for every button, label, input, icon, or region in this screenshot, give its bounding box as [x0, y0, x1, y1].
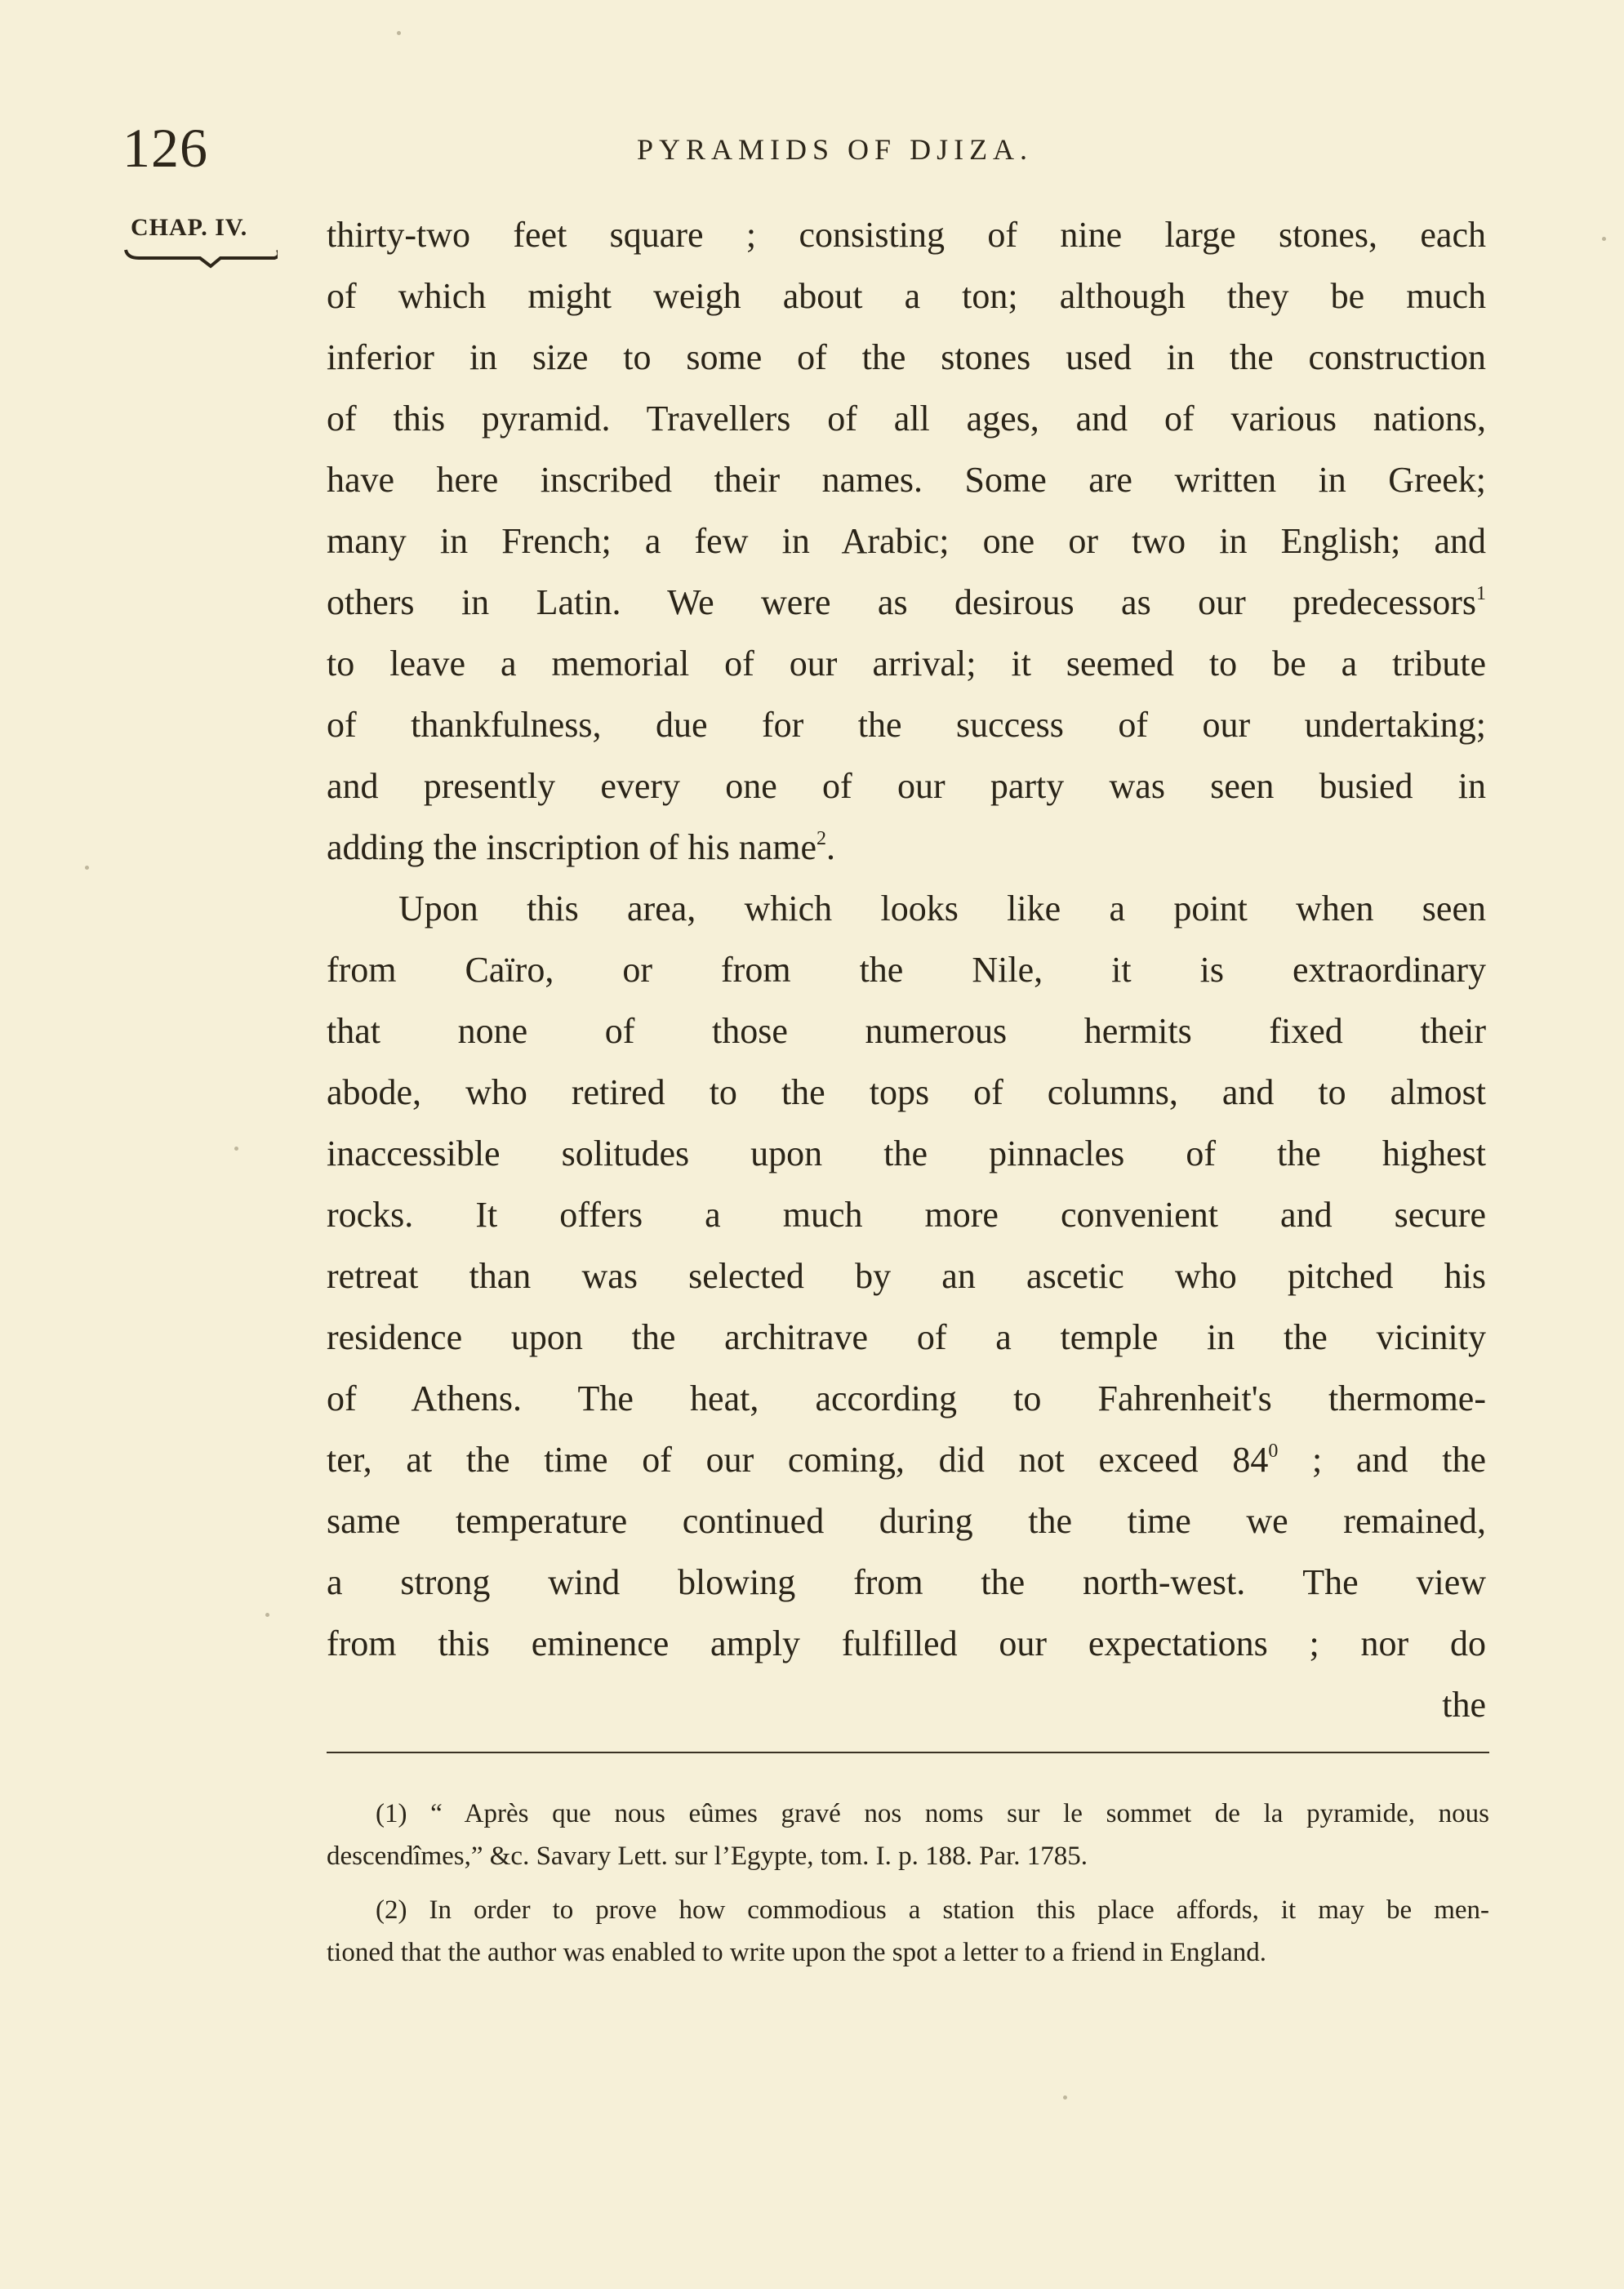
- footnote-marker-1: 1: [1476, 583, 1486, 604]
- text-line: from this eminence amply fulfilled our expectations ; nor do: [327, 1623, 1486, 1663]
- text-line: [327, 817, 1486, 878]
- footnote-1-line: (1) “ Après que nous eûmes gravé nos noms sur le sommet de la pyramide, nous: [376, 1799, 1489, 1828]
- paper-speck: [265, 1613, 269, 1617]
- text-line: of Athens. The heat, according to Fahrenheit's thermome-: [327, 1378, 1486, 1418]
- text-line: abode, who retired to the tops of columns, and to almost: [327, 1072, 1486, 1112]
- text-line: [327, 1429, 1486, 1490]
- footnote-1-line: descendîmes,” &c. Savary Lett. sur l’Egypte, tom. I. p. 188. Par. 1785.: [327, 1841, 1088, 1871]
- main-text: [327, 204, 1486, 1735]
- text-line: Upon this area, which looks like a point when seen: [398, 888, 1486, 929]
- paper-speck: [85, 866, 89, 870]
- degree-marker: 0: [1268, 1441, 1279, 1462]
- text-line: from Caïro, or from the Nile, it is extraordinary: [327, 950, 1486, 990]
- footnote-marker-2: 2: [816, 828, 826, 849]
- text-line: [327, 572, 1486, 633]
- footnote-2-line: (2) In order to prove how commodious a station this place affords, it may be men-: [376, 1895, 1489, 1925]
- text-line-tail: ; and the: [1278, 1440, 1486, 1480]
- sentence-period: .: [826, 827, 835, 867]
- text-line-content: others in Latin. We were as desirous as our predecessors: [327, 582, 1476, 622]
- text-line: of thankfulness, due for the success of our undertaking;: [327, 705, 1486, 745]
- text-line: thirty-two feet square ; consisting of nine large stones, each: [327, 215, 1486, 255]
- page-number: 126: [122, 117, 208, 179]
- text-line: to leave a memorial of our arrival; it seemed to be a tribute: [327, 644, 1486, 684]
- paper-speck: [1063, 2095, 1067, 2100]
- text-line: retreat than was selected by an ascetic who pitched his: [327, 1256, 1486, 1296]
- paper-speck: [1602, 237, 1606, 241]
- text-line: residence upon the architrave of a temple in the vicinity: [327, 1317, 1486, 1357]
- text-line: that none of those numerous hermits fixed their: [327, 1011, 1486, 1051]
- margin-note-bracket: [122, 247, 278, 279]
- text-line: a strong wind blowing from the north-west. The view: [327, 1562, 1486, 1602]
- text-line: many in French; a few in Arabic; one or two in English; and: [327, 521, 1486, 561]
- text-line: same temperature continued during the time we remained,: [327, 1501, 1486, 1541]
- running-head: PYRAMIDS OF DJIZA.: [637, 133, 1034, 166]
- text-line: have here inscribed their names. Some are written in Greek;: [327, 460, 1486, 500]
- text-line: inferior in size to some of the stones used in the construction: [327, 337, 1486, 377]
- text-line: rocks. It offers a much more convenient and secure: [327, 1195, 1486, 1235]
- footnotes: [327, 1792, 1489, 1974]
- margin-note-chapter: CHAP. IV.: [131, 214, 248, 241]
- footnote-2-line: tioned that the author was enabled to write upon the spot a letter to a friend in England.: [327, 1938, 1267, 1967]
- text-line-content: ter, at the time of our coming, did not exceed 84: [327, 1440, 1269, 1480]
- text-line: and presently every one of our party was seen busied in: [327, 766, 1486, 806]
- paper-speck: [234, 1147, 238, 1151]
- text-line: inaccessible solitudes upon the pinnacles of the highest: [327, 1133, 1486, 1173]
- text-line: of which might weigh about a ton; although they be much: [327, 276, 1486, 316]
- paper-speck: [397, 31, 401, 35]
- catchword: the: [1442, 1685, 1486, 1725]
- footnote-rule: [327, 1752, 1489, 1753]
- text-line: of this pyramid. Travellers of all ages, and of various nations,: [327, 399, 1486, 439]
- text-line-content: adding the inscription of his name: [327, 827, 816, 867]
